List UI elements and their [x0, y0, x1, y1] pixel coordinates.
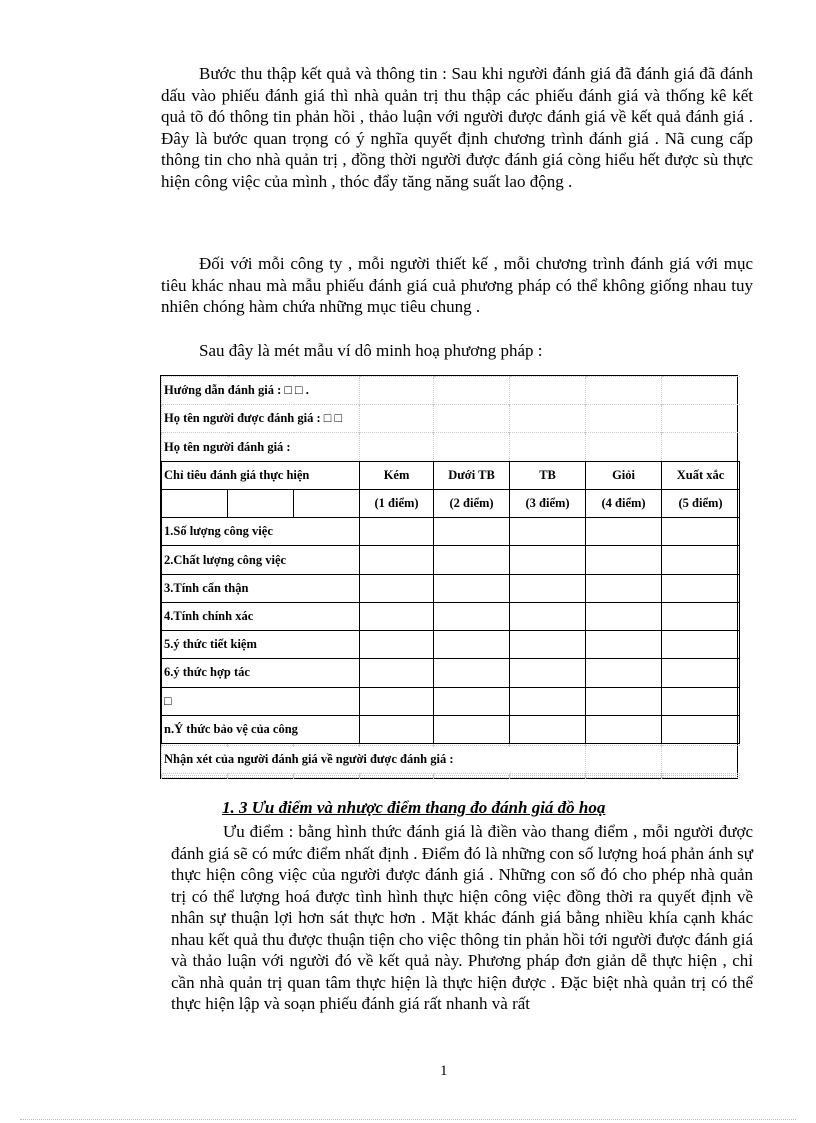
level-points: (1 điểm) — [360, 489, 434, 517]
level-points: (3 điểm) — [510, 489, 586, 517]
level-points: (4 điểm) — [586, 489, 662, 517]
criterion-label: 2.Chất lượng công việc — [162, 546, 360, 574]
criterion-label: 6.ý thức hợp tác — [162, 659, 360, 687]
level-name: Dưới TB — [434, 461, 510, 489]
paragraph-advantages: Ưu điểm : bằng hình thức đánh giá là điền vào thang điểm , mỗi người được đánh giá sẽ có mức điểm nhất định . Điểm đó là những con số lượng hoá phản ánh sự thực hiện công việc của người được đánh giá . Những con số đó cho phép nhà quản trị có thể lượng hoá được tình hình thực hiện công việc đồng thời ra quyết định về nhân sự thuận lợi hơn sát thực hơn . Mặt khác đánh giá bằng nhiều khía cạnh khác nhau kết quả thu được thuận tiện cho việc thông tin phản hồi tới người được đánh giá và thảo luận với người đó về kết quả này. Phương pháp đơn giản dễ thực hiện , chỉ cần nhà quản trị quan tâm thực hiện là thực hiện được . Đặc biệt nhà quản trị có thể thực hiện lập và soạn phiếu đánh giá rất nhanh và rất — [171, 822, 753, 1013]
paragraph-result-collection: Bước thu thập kết quả và thông tin : Sau khi người đánh giá đã đánh giá đã đánh dấu vào phiếu đánh giá thì nhà quản trị thu thập các phiếu đánh giá và thống kê kết quả tõ đó thông tin phản hồi , thảo luận với người được đánh giá về kết quả đánh giá . Đây là bước quan trọng có ý nghĩa quyết định chương trình đánh giá . Nã cung cấp thông tin cho nhà quản trị , đồng thời người được đánh giá còng hiểu hết được sù thực hiện công việc của mình , thóc đẩy tăng năng suất lao động . — [161, 64, 753, 191]
criteria-row — [162, 546, 740, 574]
comment-row — [162, 745, 740, 773]
blank-row — [162, 777, 740, 778]
guide-label: Hướng dẫn đánh giá : □ □ . — [162, 377, 360, 405]
level-points: (2 điểm) — [434, 489, 510, 517]
evaluation-form-table — [160, 375, 738, 779]
criterion-label: □ — [162, 687, 360, 715]
criterion-label: n.Ý thức bảo vệ của công — [162, 715, 360, 743]
evaluator-row — [162, 433, 740, 461]
criteria-header: Chỉ tiêu đánh giá thực hiện — [162, 461, 360, 489]
level-name: Giỏi — [586, 461, 662, 489]
criteria-row — [162, 659, 740, 687]
criterion-label: 4.Tính chính xác — [162, 602, 360, 630]
criteria-row — [162, 574, 740, 602]
page-number: 1 — [440, 1063, 448, 1079]
section-heading: 1. 3 Ưu điểm và nhược điểm thang đo đánh giá đồ hoạ — [222, 798, 606, 817]
criterion-label: 3.Tính cẩn thận — [162, 574, 360, 602]
criteria-row — [162, 518, 740, 546]
comment-label: Nhận xét của người đánh giá về người được đánh giá : — [162, 745, 586, 773]
criteria-row — [162, 631, 740, 659]
evaluator-label: Họ tên người đánh giá : — [162, 433, 360, 461]
criteria-row — [162, 687, 740, 715]
criterion-label: 1.Số lượng công việc — [162, 518, 360, 546]
evaluatee-row — [162, 405, 740, 433]
level-name: TB — [510, 461, 586, 489]
paragraph-company-design: Đối với mỗi công ty , mỗi người thiết kế , mỗi chương trình đánh giá với mục tiêu khác nhau mà mẫu phiếu đánh giá cuả phương pháp có thể không giống nhau tuy nhiên chóng hàm chứa những mục tiêu chung . — [161, 254, 753, 316]
level-points: (5 điểm) — [662, 489, 740, 517]
criterion-label: 5.ý thức tiết kiệm — [162, 631, 360, 659]
level-name: Kém — [360, 461, 434, 489]
page-bottom-divider — [20, 1119, 796, 1120]
level-points-row — [162, 489, 740, 517]
criteria-row — [162, 602, 740, 630]
criteria-row — [162, 715, 740, 743]
paragraph-example-intro: Sau đây là mét mẫu ví dô minh hoạ phương pháp : — [199, 341, 543, 360]
level-name: Xuất xắc — [662, 461, 740, 489]
guide-row — [162, 377, 740, 405]
evaluatee-label: Họ tên người được đánh giá : □ □ — [162, 405, 360, 433]
level-header-row — [162, 461, 740, 489]
